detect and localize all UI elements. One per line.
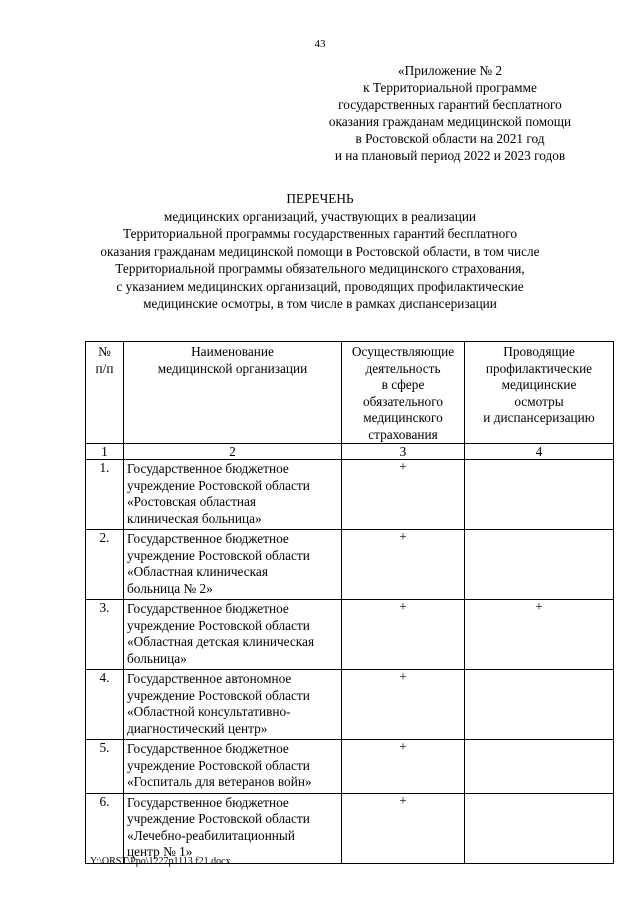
title-line: Территориальной программы обязательного медицинского страхования,	[115, 261, 525, 276]
title-line: с указанием медицинских организаций, проводящих профилактические	[116, 278, 524, 294]
row-prof-mark: +	[465, 600, 614, 670]
appendix-header	[300, 62, 600, 164]
row-num: 4.	[86, 670, 124, 740]
appendix-line: и на плановый период 2022 и 2023 годов	[334, 148, 566, 163]
row-org-name: Государственное бюджетное учреждение Ростовской области «Областная детская клиническая больница»	[124, 600, 342, 670]
column-number: 4	[465, 444, 614, 460]
table-row	[86, 793, 614, 863]
row-oms-mark: +	[342, 670, 465, 740]
row-num: 1.	[86, 460, 124, 530]
row-oms-mark: +	[342, 530, 465, 600]
row-prof-mark	[465, 740, 614, 794]
file-path-footer: Y:\ORST\Ppo\1227p1113.f21.docx	[90, 856, 231, 867]
table-row	[86, 600, 614, 670]
title-line: оказания гражданам медицинской помощи в Ростовской области, в том числе	[100, 243, 540, 259]
row-prof-mark	[465, 530, 614, 600]
row-oms-mark: +	[342, 793, 465, 863]
row-oms-mark: +	[342, 740, 465, 794]
table-row	[86, 530, 614, 600]
row-oms-mark: +	[342, 460, 465, 530]
column-number: 1	[86, 444, 124, 460]
document-title	[80, 190, 560, 313]
header-oms: Осуществляющие деятельность в сфере обязательного медицинского страхования	[342, 342, 465, 444]
appendix-line: «Приложение № 2	[398, 63, 502, 78]
title-heading: ПЕРЕЧЕНЬ	[286, 191, 354, 206]
row-org-name: Государственное бюджетное учреждение Ростовской области «Госпиталь для ветеранов войн»	[124, 740, 342, 794]
row-prof-mark	[465, 670, 614, 740]
title-line: Территориальной программы государственных гарантий бесплатного	[122, 226, 518, 241]
row-prof-mark	[465, 460, 614, 530]
table-row	[86, 460, 614, 530]
row-org-name: Государственное автономное учреждение Ростовской области «Областной консультативно- диагностический центр»	[124, 670, 342, 740]
row-oms-mark: +	[342, 600, 465, 670]
appendix-line: оказания гражданам медицинской помощи	[328, 114, 572, 129]
row-num: 3.	[86, 600, 124, 670]
row-org-name: Государственное бюджетное учреждение Ростовской области «Ростовская областная клиническая больница»	[124, 460, 342, 530]
row-num: 5.	[86, 740, 124, 794]
appendix-line: к Территориальной программе	[363, 80, 537, 95]
row-org-name: Государственное бюджетное учреждение Ростовской области «Областная клиническая больница № 2»	[124, 530, 342, 600]
column-number-row	[86, 444, 614, 460]
column-number: 3	[342, 444, 465, 460]
row-num: 6.	[86, 793, 124, 863]
organizations-table	[85, 341, 614, 864]
appendix-line: государственных гарантий бесплатного	[338, 97, 562, 112]
header-name: Наименование медицинской организации	[124, 342, 342, 444]
table-header-row	[86, 342, 614, 444]
table-row	[86, 740, 614, 794]
appendix-line: в Ростовской области на 2021 год	[355, 131, 545, 146]
row-num: 2.	[86, 530, 124, 600]
header-num: № п/п	[86, 342, 124, 444]
title-line: медицинские осмотры, в том числе в рамках диспансеризации	[143, 296, 497, 311]
row-org-name: Государственное бюджетное учреждение Ростовской области «Лечебно-реабилитационный центр № 1»	[124, 793, 342, 863]
title-line: медицинских организаций, участвующих в реализации	[163, 208, 477, 224]
header-prof: Проводящие профилактические медицинские осмотры и диспансеризацию	[465, 342, 614, 444]
row-prof-mark	[465, 793, 614, 863]
page-number: 43	[314, 38, 326, 50]
table-row	[86, 670, 614, 740]
column-number: 2	[124, 444, 342, 460]
